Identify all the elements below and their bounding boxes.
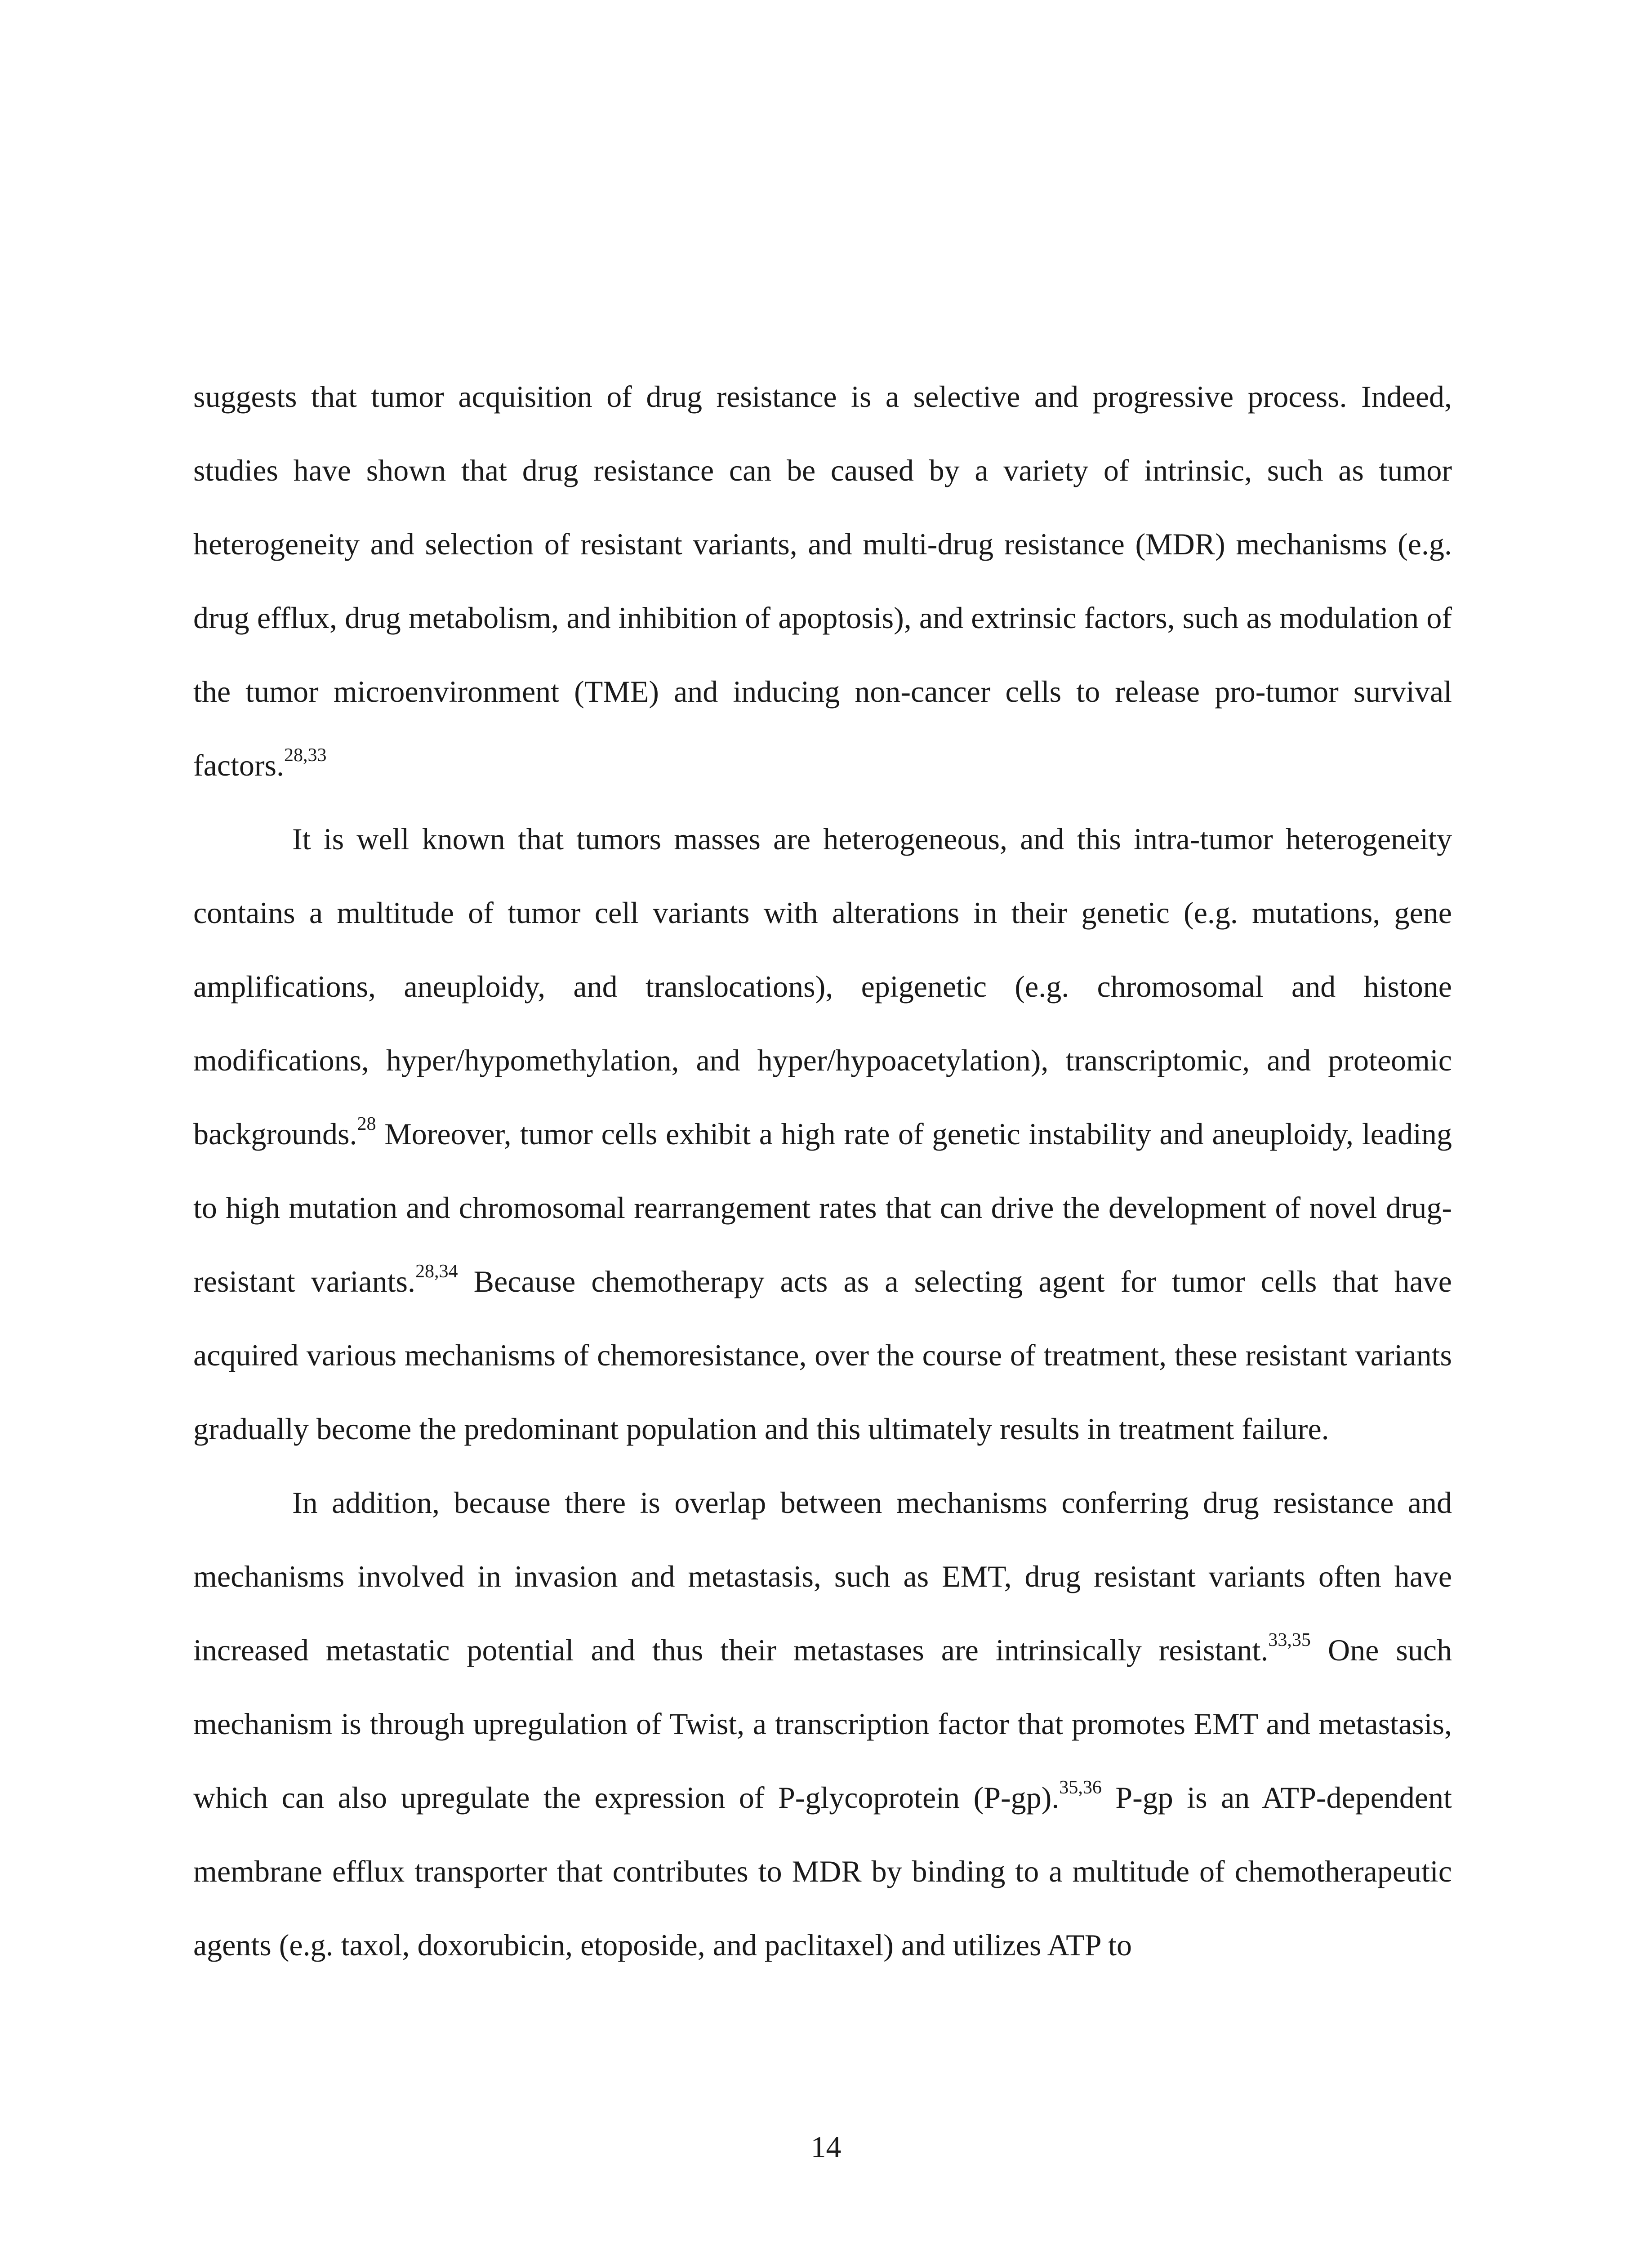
citation: 35,36 — [1059, 1777, 1102, 1798]
page-number: 14 — [810, 2130, 842, 2164]
paragraph-3 — [193, 1466, 1452, 1982]
text-run: It is well known that tumors masses are heterogeneous, and this intra-tumor heterogeneity contains a multitude of tumor cell variants with alterations in their genetic (e.g. mutations, gene amplifications, aneuploidy, and translocations), epigenetic (e.g. chromosomal and histone modifications, hyper/hypomethylation, and hyper/hypoacetylation), transcriptomic, and proteomic backgrounds. — [193, 822, 1452, 1151]
text-run: One such mechanism is through upregulation of Twist, a transcription factor that promotes EMT and metastasis, which can also upregulate the expression of P-glycoprotein (P-gp). — [193, 1633, 1452, 1815]
citation: 33,35 — [1268, 1630, 1311, 1651]
text-run: Because chemotherapy acts as a selecting agent for tumor cells that have acquired various mechanisms of chemoresistance, over the course of treatment, these resistant variants gradually become the predominant population and this ultimately results in treatment failure. — [193, 1264, 1452, 1446]
citation: 28,34 — [415, 1261, 458, 1282]
paragraph-1 — [193, 360, 1452, 802]
citation: 28,33 — [284, 745, 327, 766]
body-text — [193, 360, 1452, 1982]
text-run: In addition, because there is overlap between mechanisms conferring drug resistance and mechanisms involved in invasion and metastasis, such as EMT, drug resistant variants often have increased metastatic potential and thus their metastases are intrinsically resistant. — [193, 1485, 1452, 1667]
text-run: suggests that tumor acquisition of drug resistance is a selective and progressive process. Indeed, studies have shown that drug resistance can be caused by a variety of intrinsic, such as tumor heterogeneity and selection of resistant variants, and multi-drug resistance (MDR) mechanisms (e.g. drug efflux, drug metabolism, and inhibition of apoptosis), and extrinsic factors, such as modulation of the tumor microenvironment (TME) and inducing non-cancer cells to release pro-tumor survival factors. — [193, 379, 1452, 782]
text-run: Moreover, tumor cells exhibit a high rate of genetic instability and aneuploidy, leading to high mutation and chromosomal rearrangement rates that can drive the development of novel drug-resistant variants. — [193, 1117, 1452, 1298]
citation: 28 — [357, 1114, 376, 1135]
paragraph-2 — [193, 802, 1452, 1466]
text-run: P-gp is an ATP-dependent membrane efflux transporter that contributes to MDR by binding to a multitude of chemotherapeutic agents (e.g. taxol, doxorubicin, etoposide, and paclitaxel) and utilizes ATP to — [193, 1780, 1452, 1962]
